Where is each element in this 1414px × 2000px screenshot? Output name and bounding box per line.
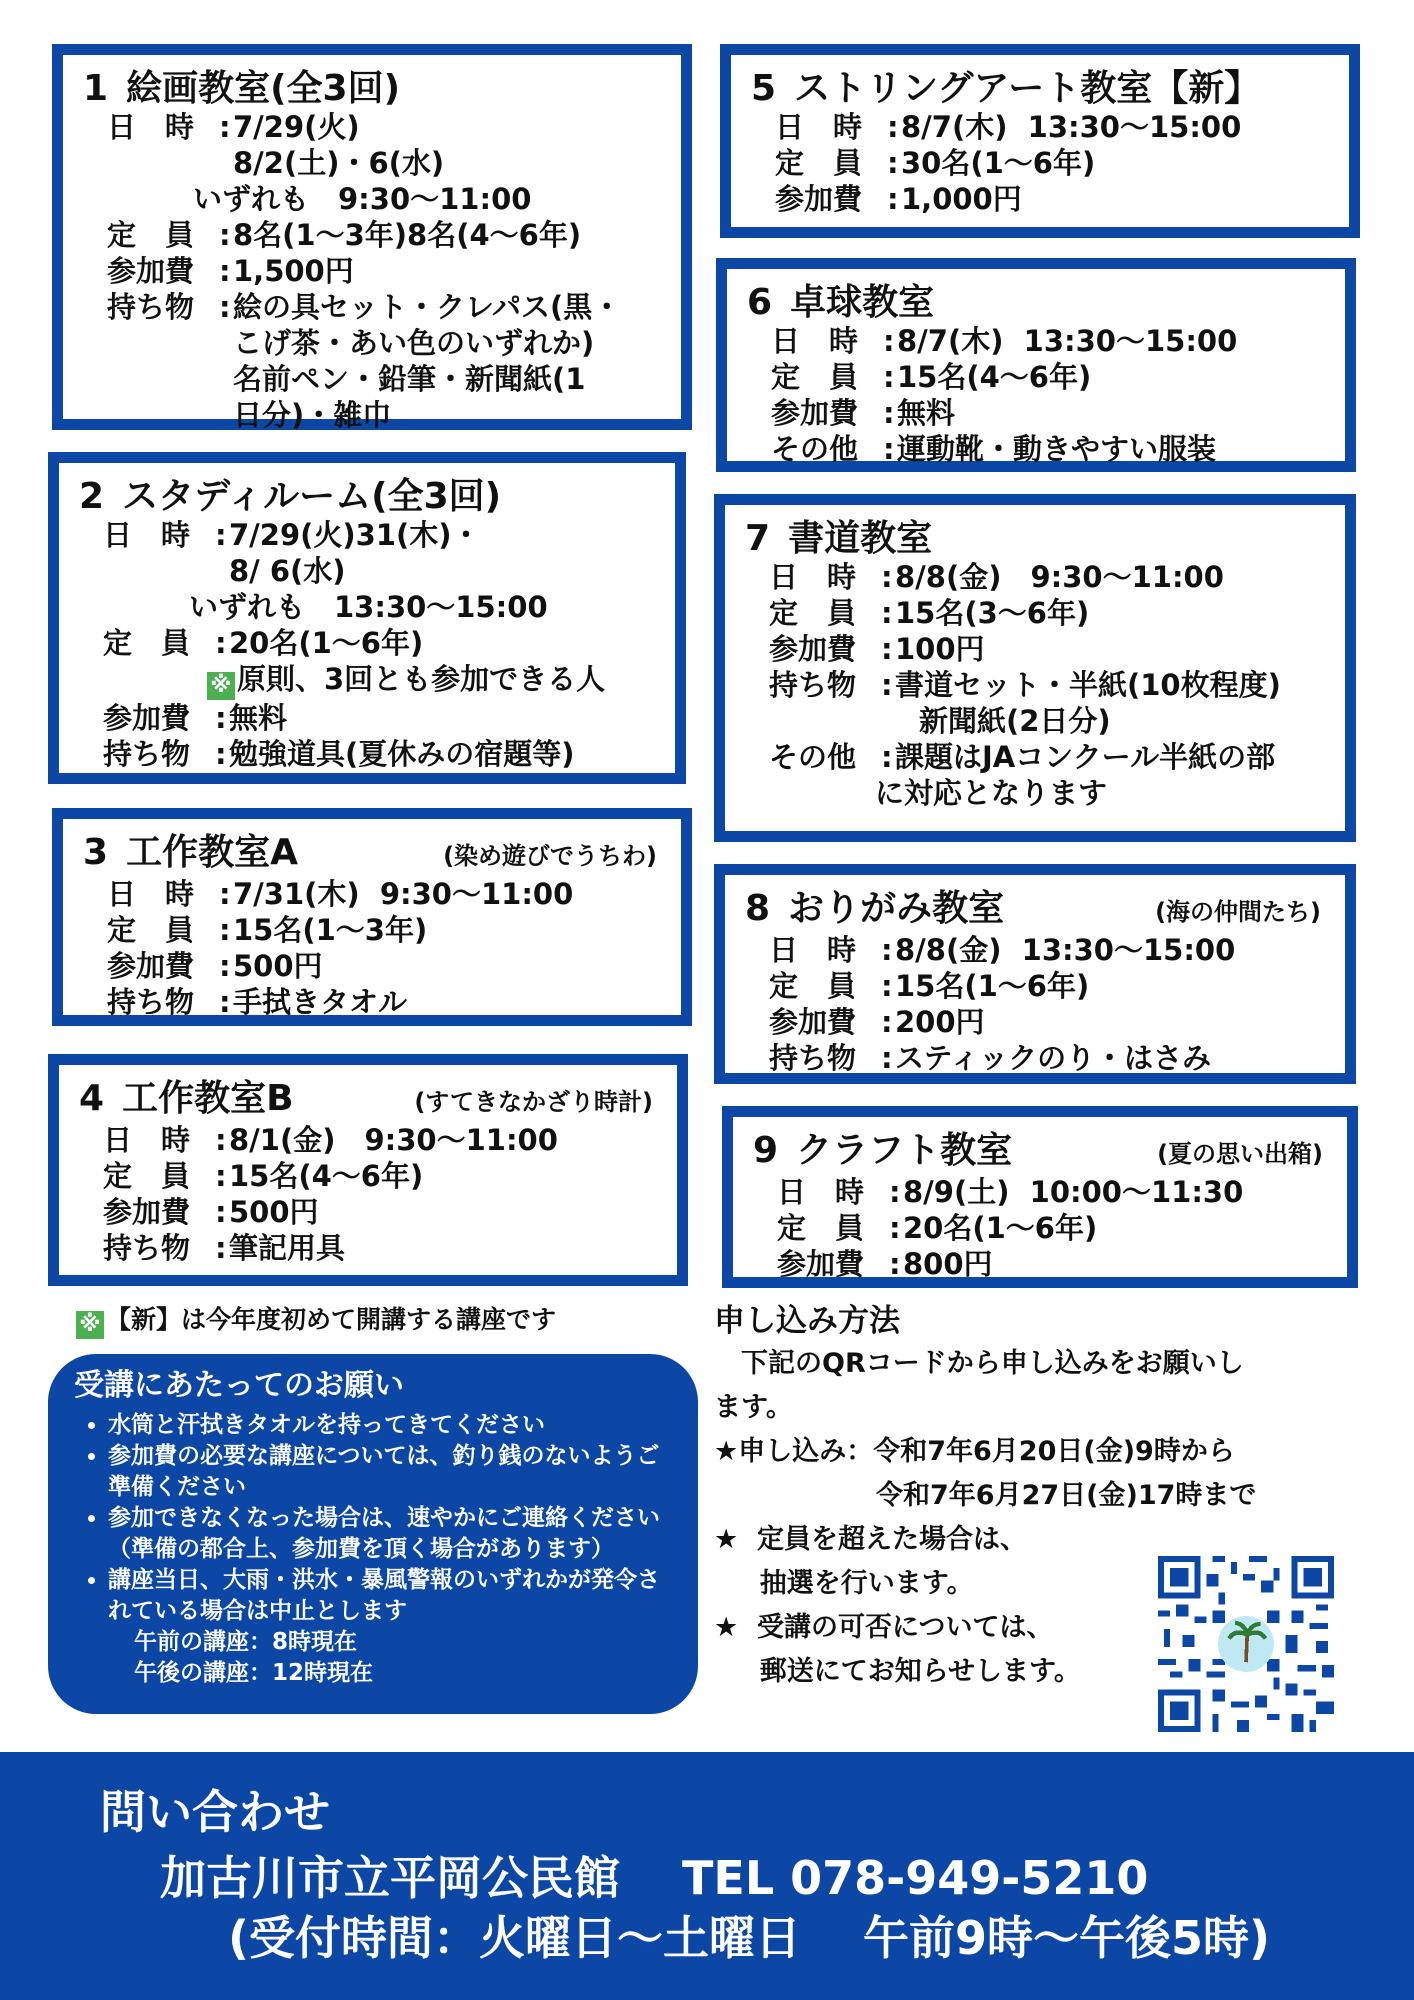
date-row: 日 時 : 8/7(木) 13:30〜15:00 bbox=[775, 110, 1242, 144]
date-row: 日 時 : 7/29(火) bbox=[107, 110, 360, 144]
date-row: 日 時 : 8/1(金) 9:30〜11:00 bbox=[103, 1123, 558, 1157]
class-card-2 bbox=[48, 452, 686, 784]
fee-row: 参加費 : 500円 bbox=[103, 1195, 319, 1229]
fee-row: 参加費 : 100円 bbox=[769, 632, 985, 666]
class-card-5 bbox=[720, 44, 1360, 238]
contact-line: 加古川市立平岡公民館 TEL 078-949-5210 bbox=[160, 1851, 1149, 1905]
capacity-row: 定 員 : 20名(1〜6年) bbox=[103, 626, 424, 660]
capacity-row: 定 員 : 15名(4〜6年) bbox=[103, 1159, 424, 1193]
date-row: 日 時 : 8/8(金) 13:30〜15:00 bbox=[769, 933, 1236, 967]
apply-note: 抽選を行います。 bbox=[714, 1568, 974, 1599]
apply-note: 郵送にてお知らせします。 bbox=[714, 1656, 1081, 1687]
fee-row: 参加費 : 800円 bbox=[777, 1247, 993, 1281]
apply-note: ★ 定員を超えた場合は、 bbox=[714, 1524, 1028, 1555]
class-title: 6 卓球教室 bbox=[747, 282, 935, 323]
class-title: 4 工作教室B (すてきなかざり時計) bbox=[79, 1078, 653, 1119]
items-cont: こげ茶・あい色のいずれか) bbox=[233, 326, 595, 360]
requests-panel bbox=[48, 1354, 698, 1714]
date-row: 日 時 : 7/29(火)31(木)・ bbox=[103, 518, 481, 552]
items-row: 持ち物 : 勉強道具(夏休みの宿題等) bbox=[103, 737, 575, 771]
new-course-note: ※ 【新】は今年度初めて開講する講座です bbox=[76, 1300, 556, 1339]
list-item: • 参加費の必要な講座については、釣り銭のないようご準備ください bbox=[108, 1441, 672, 1503]
capacity-note: ※ 原則、3回とも参加できる人 bbox=[79, 661, 655, 700]
list-item: • 参加できなくなった場合は、速やかにご連絡ください bbox=[108, 1503, 672, 1534]
class-title: 2 スタディルーム(全3回) bbox=[79, 476, 502, 517]
class-title: 8 おりがみ教室 (海の仲間たち) bbox=[745, 888, 1321, 929]
fee-row: 参加費 : 500円 bbox=[107, 949, 323, 983]
list-item: • 講座当日、大雨・洪水・暴風警報のいずれかが発令されている場合は中止とします bbox=[108, 1565, 672, 1627]
items-row: 持ち物 : 書道セット・半紙(10枚程度) bbox=[769, 668, 1281, 702]
class-card-8 bbox=[714, 864, 1356, 1084]
contact-title: 問い合わせ bbox=[100, 1785, 330, 1839]
class-card-4 bbox=[48, 1054, 688, 1286]
class-card-6 bbox=[716, 258, 1356, 472]
other-cont: に対応となります bbox=[875, 776, 1108, 810]
other-row: その他 : 課題はJAコンクール半紙の部 bbox=[769, 740, 1276, 774]
date-cont: 8/ 6(水) bbox=[229, 554, 346, 588]
items-cont: 新聞紙(2日分) bbox=[919, 704, 1111, 738]
contact-footer bbox=[0, 1752, 1414, 2000]
kome-mark-icon: ※ bbox=[207, 672, 235, 700]
other-row: その他 : 運動靴・動きやすい服装 bbox=[771, 432, 1217, 466]
date-row: 日 時 : 8/7(木) 13:30〜15:00 bbox=[771, 324, 1238, 358]
capacity-row: 定 員 : 30名(1〜6年) bbox=[775, 146, 1096, 180]
date-row: 日 時 : 8/9(土) 10:00〜11:30 bbox=[777, 1175, 1244, 1209]
class-card-1 bbox=[52, 44, 692, 430]
requests-list bbox=[74, 1410, 672, 1534]
fee-row: 参加費 : 1,000円 bbox=[775, 182, 1022, 216]
capacity-row: 定 員 : 8名(1〜3年)8名(4〜6年) bbox=[107, 218, 582, 252]
afternoon-note: 午後の講座：12時現在 bbox=[134, 1660, 374, 1686]
fee-row: 参加費 : 1,500円 bbox=[107, 254, 354, 288]
class-card-7 bbox=[714, 494, 1356, 842]
list-item: • 水筒と汗拭きタオルを持ってきてください bbox=[108, 1410, 672, 1441]
kome-mark-icon: ※ bbox=[76, 1311, 104, 1339]
date-cont: いずれも 9:30〜11:00 bbox=[193, 182, 532, 216]
apply-note: ★ 受講の可否については、 bbox=[714, 1612, 1054, 1643]
qr-code-icon[interactable] bbox=[1158, 1556, 1334, 1732]
requests-list bbox=[74, 1565, 672, 1627]
date-cont: いずれも 13:30〜15:00 bbox=[189, 590, 548, 624]
contact-hours: (受付時間：火曜日〜土曜日 午前9時〜午後5時) bbox=[228, 1911, 1271, 1965]
items-cont: 日分)・雑巾 bbox=[233, 398, 392, 432]
capacity-row: 定 員 : 15名(4〜6年) bbox=[771, 360, 1092, 394]
items-row: 持ち物 : 手拭きタオル bbox=[107, 985, 408, 1019]
requests-title: 受講にあたってのお願い bbox=[74, 1368, 404, 1403]
fee-row: 参加費 : 200円 bbox=[769, 1005, 985, 1039]
items-row: 持ち物 : 筆記用具 bbox=[103, 1231, 346, 1265]
fee-row: 参加費 : 無料 bbox=[771, 396, 956, 430]
class-title: 7 書道教室 bbox=[745, 518, 933, 559]
apply-period: ★申し込み：令和7年6月20日(金)9時から bbox=[714, 1436, 1235, 1467]
date-row: 日 時 : 8/8(金) 9:30〜11:00 bbox=[769, 560, 1224, 594]
capacity-row: 定 員 : 15名(1〜3年) bbox=[107, 913, 428, 947]
class-title: 1 絵画教室(全3回) bbox=[83, 68, 401, 109]
apply-title: 申し込み方法 bbox=[714, 1303, 900, 1339]
items-row: 持ち物 : 絵の具セット・クレパス(黒・ bbox=[107, 290, 622, 324]
items-row: 持ち物 : スティックのり・はさみ bbox=[769, 1041, 1212, 1075]
class-card-3 bbox=[52, 808, 692, 1026]
class-title: 5 ストリングアート教室【新】 bbox=[751, 68, 1261, 109]
capacity-row: 定 員 : 15名(1〜6年) bbox=[769, 969, 1090, 1003]
class-title: 3 工作教室A (染め遊びでうちわ) bbox=[83, 832, 657, 873]
apply-text: ます。 bbox=[714, 1392, 793, 1423]
capacity-row: 定 員 : 20名(1〜6年) bbox=[777, 1211, 1098, 1245]
items-cont: 名前ペン・鉛筆・新聞紙(1 bbox=[233, 362, 586, 396]
capacity-row: 定 員 : 15名(3〜6年) bbox=[769, 596, 1090, 630]
fee-row: 参加費 : 無料 bbox=[103, 701, 288, 735]
list-item-sub: （準備の都合上、参加費を頂く場合があります） bbox=[108, 1536, 614, 1562]
morning-note: 午前の講座：8時現在 bbox=[134, 1629, 358, 1655]
apply-text: 下記のQRコードから申し込みをお願いし bbox=[714, 1348, 1244, 1379]
date-cont: 8/2(土)・6(水) bbox=[233, 146, 445, 180]
date-row: 日 時 : 7/31(木) 9:30〜11:00 bbox=[107, 877, 574, 911]
class-title: 9 クラフト教室 (夏の思い出箱) bbox=[753, 1130, 1323, 1171]
apply-period: 令和7年6月27日(金)17時まで bbox=[714, 1480, 1257, 1511]
class-card-9 bbox=[722, 1106, 1358, 1288]
